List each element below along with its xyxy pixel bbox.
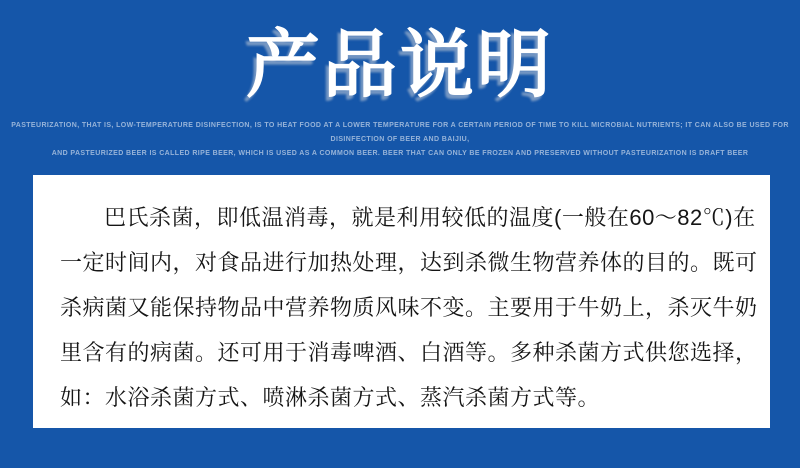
- page-title: 产品说明: [246, 23, 554, 106]
- paragraph-line: 如：水浴杀菌方式、喷淋杀菌方式、蒸汽杀菌方式等。: [60, 385, 601, 410]
- paragraph-line: 里含有的病菌。还可用于消毒啤酒、白酒等。多种杀菌方式供您选择，: [60, 340, 758, 365]
- description-card: [33, 175, 770, 428]
- paragraph-line: 杀病菌又能保持物品中营养物质风味不变。主要用于牛奶上，杀灭牛奶: [60, 295, 758, 320]
- subtitle-line-1: PASTEURIZATION, THAT IS, LOW-TEMPERATURE DISINFECTION, IS TO HEAT FOOD AT A LOWER TEMPERATURE FOR A CERTAIN PERIOD OF TIME TO KILL MICROBIAL NUTRIENTS; IT CAN ALSO BE USED FOR DISINFECTION OF BEER AND BAIJIU,: [11, 122, 789, 143]
- subtitle: [0, 119, 800, 161]
- hero-section: [0, 0, 800, 161]
- paragraph-line: 一定时间内，对食品进行加热处理，达到杀微生物营养体的目的。既可: [60, 250, 758, 275]
- subtitle-line-2: AND PASTEURIZED BEER IS CALLED RIPE BEER, WHICH IS USED AS A COMMON BEER. BEER THAT CAN ONLY BE FROZEN AND PRESERVED WITHOUT PASTEURIZATION IS DRAFT BEER: [51, 150, 749, 157]
- paragraph-line: 巴氏杀菌，即低温消毒，就是利用较低的温度(一般在60～82℃)在: [104, 205, 756, 230]
